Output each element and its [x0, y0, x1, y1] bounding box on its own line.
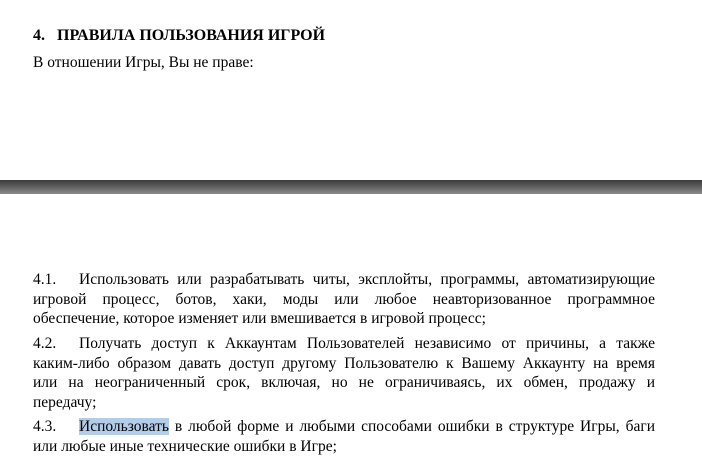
- document-page-lower: [0, 194, 702, 459]
- section-intro: В отношении Игры, Вы не праве:: [33, 54, 254, 71]
- clause-4-2: [33, 334, 655, 412]
- clause-line: 4.3. Использовать в любой форме и любыми способами ошибки в структуре Игры, баги: [33, 418, 655, 435]
- clause-line: игровой процесс, ботов, хаки, моды или любое неавторизованное программное: [33, 290, 655, 308]
- clause-line: каким-либо образом давать доступ другому Пользователю к Вашему Аккаунту на время: [33, 354, 655, 372]
- clause-line: или на неограниченный срок, включая, но не ограничиваясь, их обмен, продажу и: [33, 374, 655, 391]
- clause-line: 4.2. Получать доступ к Аккаунтам Пользователей независимо от причины, а также: [33, 335, 655, 352]
- section-title: ПРАВИЛА ПОЛЬЗОВАНИЯ ИГРОЙ: [57, 27, 326, 44]
- clause-number: 4.1.: [33, 271, 57, 288]
- clause-number: 4.2.: [33, 335, 57, 352]
- section-number: 4.: [33, 27, 45, 44]
- document-page-upper: [0, 0, 702, 180]
- page-separator: [0, 180, 702, 194]
- clause-line: обеспечение, которое изменяет или вмешивается в игровой процесс;: [33, 310, 486, 327]
- section-heading: [33, 26, 325, 46]
- clause-number: 4.3.: [33, 418, 57, 435]
- clause-4-1: [33, 270, 655, 329]
- clause-4-3: [33, 417, 655, 456]
- clause-line: или любые иные технические ошибки в Игре;: [33, 437, 337, 455]
- clause-line: 4.1. Использовать или разрабатывать читы, эксплойты, программы, автоматизирующие: [33, 271, 655, 288]
- clause-line: передачу;: [33, 393, 97, 411]
- selected-text-highlight[interactable]: Использовать: [79, 418, 169, 435]
